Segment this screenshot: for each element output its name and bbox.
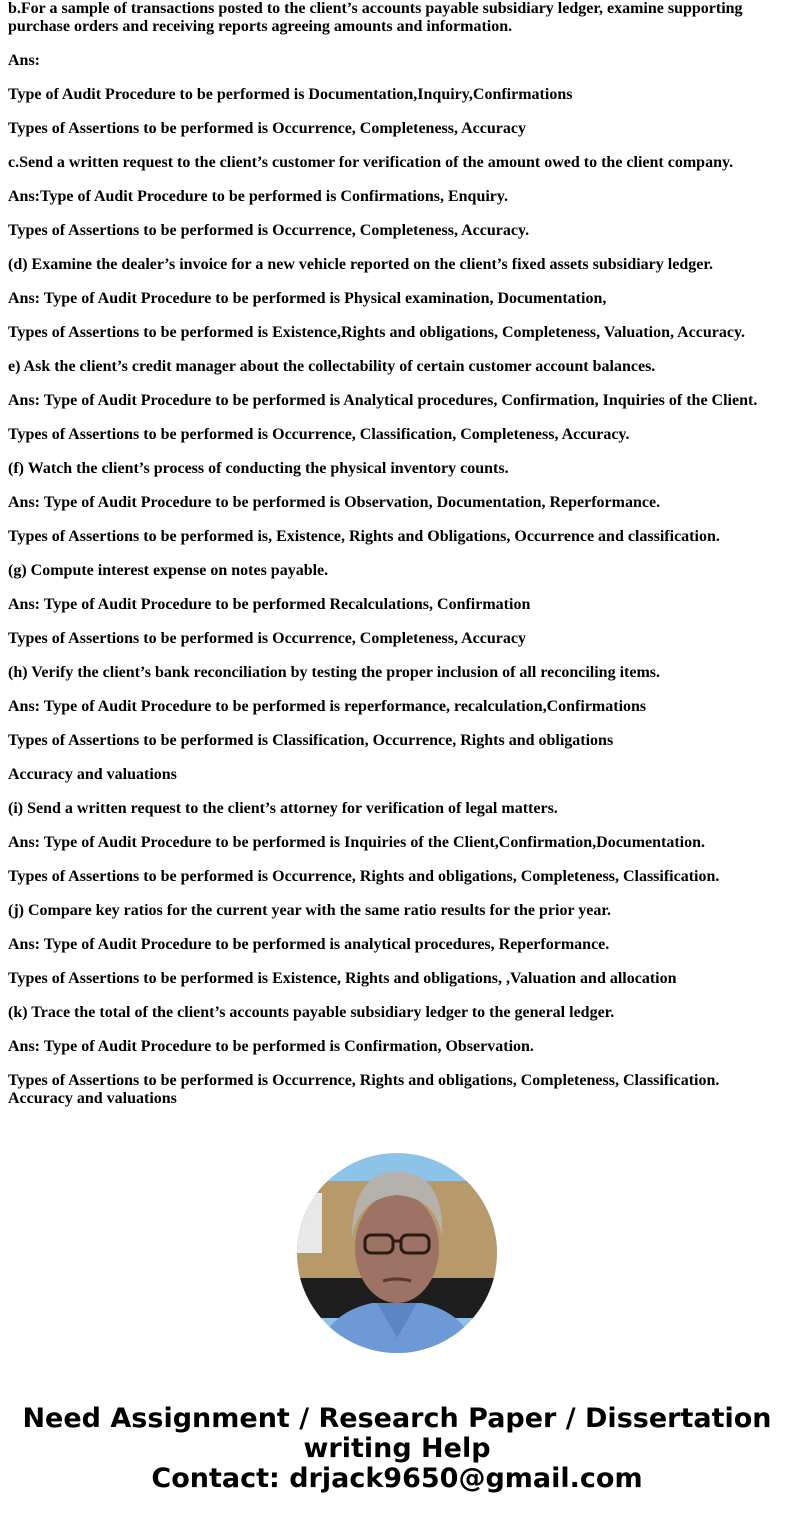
paragraph: (k) Trace the total of the client’s accounts payable subsidiary ledger to the general ledger. xyxy=(8,1004,615,1021)
paragraph: Types of Assertions to be performed is Occurrence, Rights and obligations, Completeness, Classification. xyxy=(8,868,720,885)
paragraph: Ans: Type of Audit Procedure to be performed is Physical examination, Documentation, xyxy=(8,290,607,307)
paragraph: (d) Examine the dealer’s invoice for a new vehicle reported on the client’s fixed assets subsidiary ledger. xyxy=(8,256,713,273)
paragraph: e) Ask the client’s credit manager about the collectability of certain customer account balances. xyxy=(8,358,656,375)
author-avatar xyxy=(297,1153,497,1353)
paragraph: Ans: Type of Audit Procedure to be performed Recalculations, Confirmation xyxy=(8,596,531,613)
paragraph: Ans: xyxy=(8,52,41,69)
paragraph: c.Send a written request to the client’s customer for verification of the amount owed to the client company. xyxy=(8,154,734,171)
paragraph: Ans: Type of Audit Procedure to be performed is reperformance, recalculation,Confirmations xyxy=(8,698,647,715)
paragraph: Accuracy and valuations xyxy=(8,766,177,783)
paragraph: (j) Compare key ratios for the current year with the same ratio results for the prior year. xyxy=(8,902,611,919)
paragraph: Ans: Type of Audit Procedure to be performed is Confirmation, Observation. xyxy=(8,1038,534,1055)
paragraph: (f) Watch the client’s process of conducting the physical inventory counts. xyxy=(8,460,509,477)
paragraph: (g) Compute interest expense on notes payable. xyxy=(8,562,329,579)
paragraph: (i) Send a written request to the client’s attorney for verification of legal matters. xyxy=(8,800,558,817)
author-photo xyxy=(297,1153,497,1353)
paragraph: Types of Assertions to be performed is Classification, Occurrence, Rights and obligations xyxy=(8,732,614,749)
paragraph: Types of Assertions to be performed is Occurrence, Completeness, Accuracy xyxy=(8,630,526,647)
paragraph: Types of Assertions to be performed is Existence,Rights and obligations, Completeness, Valuation, Accuracy. xyxy=(8,324,746,341)
paragraph: Ans: Type of Audit Procedure to be performed is Inquiries of the Client,Confirmation,Documentation. xyxy=(8,834,706,851)
paragraph: Types of Assertions to be performed is Occurrence, Completeness, Accuracy xyxy=(8,120,526,137)
paragraph: Types of Assertions to be performed is Occurrence, Rights and obligations, Completeness, Classification. Accuracy and valuations xyxy=(8,1072,720,1107)
paragraph: Ans: Type of Audit Procedure to be performed is analytical procedures, Reperformance. xyxy=(8,936,610,953)
paragraph: Ans: Type of Audit Procedure to be performed is Observation, Documentation, Reperformance. xyxy=(8,494,661,511)
paragraph: (h) Verify the client’s bank reconciliation by testing the proper inclusion of all reconciling items. xyxy=(8,664,660,681)
paragraph: Ans: Type of Audit Procedure to be performed is Analytical procedures, Confirmation, Inquiries of the Client. xyxy=(8,392,758,409)
contact-banner xyxy=(0,1404,794,1494)
paragraph: Type of Audit Procedure to be performed is Documentation,Inquiry,Confirmations xyxy=(8,86,573,103)
footer-contact: Contact: drjack9650@gmail.com xyxy=(151,1463,643,1494)
paragraph: Types of Assertions to be performed is Occurrence, Classification, Completeness, Accuracy. xyxy=(8,426,630,443)
paragraph: b.For a sample of transactions posted to the client’s accounts payable subsidiary ledger, examine supporting purchase orders and receiving reports agreeing amounts and information. xyxy=(8,0,743,35)
paragraph: Types of Assertions to be performed is Occurrence, Completeness, Accuracy. xyxy=(8,222,530,239)
paragraph: Types of Assertions to be performed is, Existence, Rights and Obligations, Occurrence and classification. xyxy=(8,528,720,545)
paragraph: Ans:Type of Audit Procedure to be performed is Confirmations, Enquiry. xyxy=(8,188,509,205)
footer-headline: Need Assignment / Research Paper / Dissertation writing Help xyxy=(22,1403,772,1464)
paragraph: Types of Assertions to be performed is Existence, Rights and obligations, ,Valuation and allocation xyxy=(8,970,677,987)
